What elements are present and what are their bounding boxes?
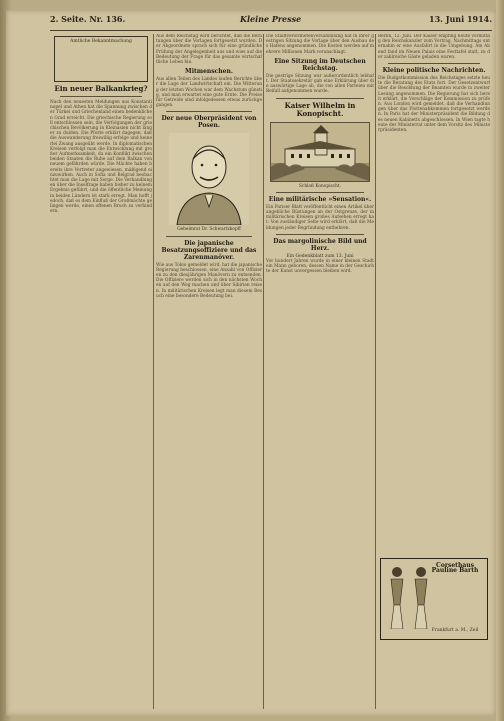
divider [60,96,142,97]
masthead: Kleine Presse [240,14,302,24]
article-body: Nach den neuesten Meldungen aus Konstantinopel und Athen hat die Spannung zwischen der Türkei und Griechenland einen bedenklichen Grad erreicht. Die griechische Regierung soll entschlossen sein, die Verfolgungen der griechischen Bevölkerung in Kleinasien nicht länger zu dulden. Die Pforte erklärt dagegen, daß die Auswanderung freiwillig erfolge und keinerlei Zwang ausgeübt werde. In diplomatischen Kreisen verfolgt man die Entwicklung mit großer Aufmerksamkeit, da ein Konflikt zwischen beiden Staaten die Ruhe auf dem Balkan von neuem gefährden würde. Die Mächte haben bereits ihre Vertreter angewiesen, mäßigend einzuwirken. Auch in Sofia und Belgrad beobachtet man die Lage mit Sorge. Die Verhandlungen über die Inselfrage haben bisher zu keinem Ergebnis geführt, und die öffentliche Meinung in beiden Ländern ist stark erregt. Man hofft jedoch, daß es dem Einfluß der Großmächte gelingen werde, einen offenen Bruch zu verhindern. [50,100,152,215]
figure-illustration [411,565,431,629]
headline-japan: Die japanische Besatzungsoffiziere und das Zarenmanöver. [161,239,257,261]
portrait-caption: Geheimrat Dr. Schwartzkopff [177,227,241,233]
article-body: Aus dem Reichstag wird berichtet, daß die Beratungen über die Vorlagen fortgesetzt wurden. Der Abgeordnete sprach sich für eine gründliche Prüfung der Angelegenheit aus und wies auf die Bedeutung der Frage für das gesamte wirtschaftliche Leben hin. [156,34,262,66]
headline-gedenkblatt: Das margolinische Bild und Herz. [273,237,367,252]
castle-caption: Schloß Konopischt. [299,183,341,189]
article-body: Die Stadtverordnetenversammlung hat in ihrer gestrigen Sitzung die Vorlage über den Ausbau des Hafens angenommen. Die Kosten werden auf mehrere Millionen Mark veranschlagt. [266,34,374,55]
headline-posen: Der neue Oberpräsident von Posen. [161,115,257,130]
header-rule [50,30,492,31]
column-divider [153,34,154,709]
headline-sensation: Eine militärische »Sensation«. [268,195,372,203]
article-body: Vor hundert Jahren wurde in einer kleinen Stadt ein Mann geboren, dessen Name in der Geschichte der Kunst unvergessen bleiben wird. [266,259,374,275]
column-2 [156,34,262,709]
column-4 [378,34,490,709]
page-header [50,14,492,28]
castle-drawing [271,123,369,181]
corset-advertisement [380,558,488,640]
article-body: Berlin, 12. Juni. Der Kaiser empfing heute vormittag den Reichskanzler zum Vortrag. Nachmittags unternahm er eine Ausfahrt in die Umgebung. Am Abend fand im Neuen Palais eine Festtafel statt, zu der zahlreiche Gäste geladen waren. [378,34,490,60]
section-title: Kleine politische Nachrichten. [382,67,486,75]
column-1 [50,34,152,709]
article-body: Die Budgetkommission des Reichstages setzte heute die Beratung des Etats fort. Der Gesetzentwurf über die Besoldung der Beamten wurde in zweiter Lesung angenommen. Die Regierung hat sich bereit erklärt, die Vorschläge der Kommission zu prüfen. Aus London wird gemeldet, daß die Verhandlungen über das Flottenabkommen fortgesetzt werden. In Paris hat der Ministerpräsident die Bildung des neuen Kabinetts abgeschlossen. In Wien tagte heute der Ministerrat unter dem Vorsitz des Ministerpräsidenten. [378,76,490,134]
notice-text: Amtliche Bekanntmachung [70,39,132,44]
page-edge [496,0,504,721]
column-divider [375,34,376,709]
portrait-drawing [169,133,249,225]
divider [166,236,252,237]
section-title: Mitmenschen. [185,68,233,76]
article-body: Die gestrige Sitzung war außerordentlich lebhaft. Der Staatssekretär gab eine Erklärung über die auswärtige Lage ab, die von allen Parteien mit Beifall aufgenommen wurde. [266,73,374,95]
divider [276,192,364,193]
ad-address: Frankfurt a. M., Zeil [431,627,479,633]
column-divider [263,34,264,709]
article-body: Wie aus Tokio gemeldet wird, hat die japanische Regierung beschlossen, eine Anzahl von Offizieren zu den diesjährigen Manövern zu entsenden. Die Offiziere werden sich in den nächsten Wochen auf den Weg machen und über Sibirien reisen. In militärischen Kreisen legt man diesem Besuch eine besondere Bedeutung bei. [156,262,262,299]
divider [388,63,480,64]
headline-konopischt: Kaiser Wilhelm in Konopischt. [284,100,356,118]
notice-box [54,36,148,82]
castle-image [270,122,370,182]
divider [166,111,252,112]
ad-brand: Corsethaus Pauline Barth [431,562,479,575]
section-title: Eine Sitzung im Deutschen Reichstag. [274,57,366,72]
headline-balkan: Ein neuer Balkankrieg? [54,84,148,93]
article-body: Ein Pariser Blatt veröffentlicht einen Artikel über angebliche Rüstungen an der Ostgrenze, der in militärischen Kreisen großes Aufsehen erregt hat. Von zuständiger Seite wird erklärt, daß die Meldungen jeder Begründung entbehren. [266,204,374,231]
portrait-image [169,133,249,225]
divider [276,234,364,235]
article-body: Aus allen Teilen des Landes laufen Berichte über die Lage der Landwirtschaft ein. Die Witterung der letzten Wochen war dem Wachstum günstig, und man erwartet eine gute Ernte. Die Preise für Getreide sind infolgedessen etwas zurückgegangen. [156,77,262,109]
subheadline: Ein Gedenkblatt zum 13. Juni [286,253,354,259]
page-label: 2. Seite. Nr. 136. [50,14,126,24]
figure-illustration [387,565,407,629]
divider [276,98,364,99]
issue-date: 13. Juni 1914. [429,14,492,24]
column-3 [266,34,374,709]
